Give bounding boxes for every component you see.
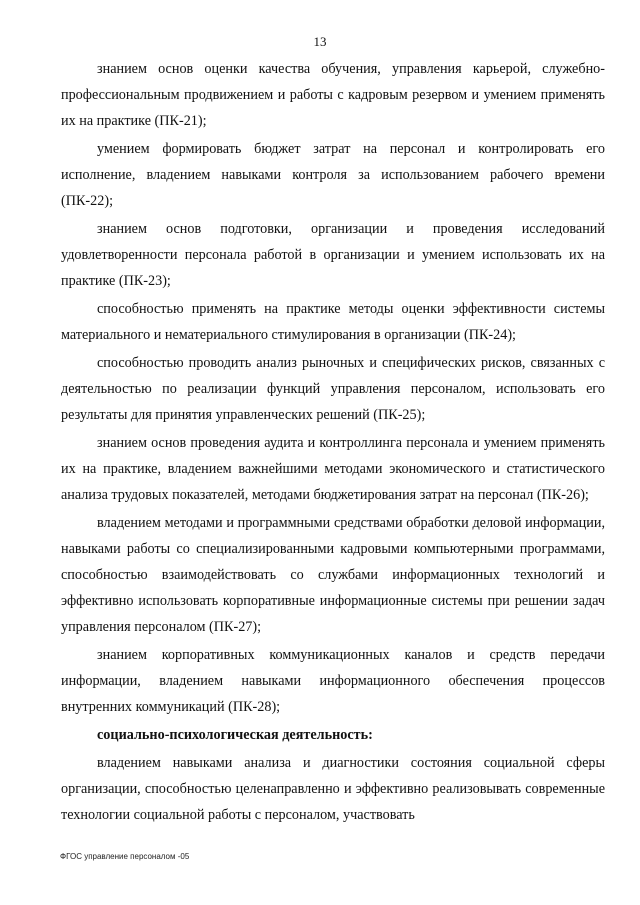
page-number: 13: [313, 34, 327, 49]
paragraph-pk-26: знанием основ проведения аудита и контроллинга персонала и умением применять их на практике, владением важнейшими методами экономического и статистического анализа трудовых показателей, методами бюджетирования затрат на персонал (ПК-26);: [61, 435, 605, 503]
paragraph-pk-24: способностью применять на практике методы оценки эффективности системы материального и нематериального стимулирования в организации (ПК-24);: [61, 301, 605, 343]
paragraph-pk-27: владением методами и программными средствами обработки деловой информации, навыками работы со специализированными кадровыми компьютерными программами, способностью взаимодействовать со службами информационных технологий и эффективно использовать корпоративные информационные системы при решении задач управления персоналом (ПК-27);: [61, 515, 605, 635]
section-heading: социально-психологическая деятельность:: [97, 727, 373, 743]
paragraph-pk-21: знанием основ оценки качества обучения, управления карьерой, служебно-профессиональным продвижением и работы с кадровым резервом и умением применять их на практике (ПК-21);: [61, 61, 605, 129]
paragraph-pk-23: знанием основ подготовки, организации и проведения исследований удовлетворенности персонала работой в организации и умением использовать их на практике (ПК-23);: [61, 221, 605, 289]
paragraph-pk-22: умением формировать бюджет затрат на персонал и контролировать его исполнение, владением навыками контроля за использованием рабочего времени (ПК-22);: [61, 141, 605, 209]
paragraph-pk-28: знанием корпоративных коммуникационных каналов и средств передачи информации, владением навыками информационного обеспечения процессов внутренних коммуникаций (ПК-28);: [61, 647, 605, 715]
page-footer: ФГОС управление персоналом -05: [60, 852, 190, 861]
document-body: [61, 56, 605, 830]
paragraph-social: владением навыками анализа и диагностики состояния социальной сферы организации, способностью целенаправленно и эффективно реализовывать современные технологии социальной работы с персоналом, участвовать: [61, 755, 605, 823]
paragraph-pk-25: способностью проводить анализ рыночных и специфических рисков, связанных с деятельностью по реализации функций управления персоналом, использовать его результаты для принятия управленческих решений (ПК-25);: [61, 355, 605, 423]
